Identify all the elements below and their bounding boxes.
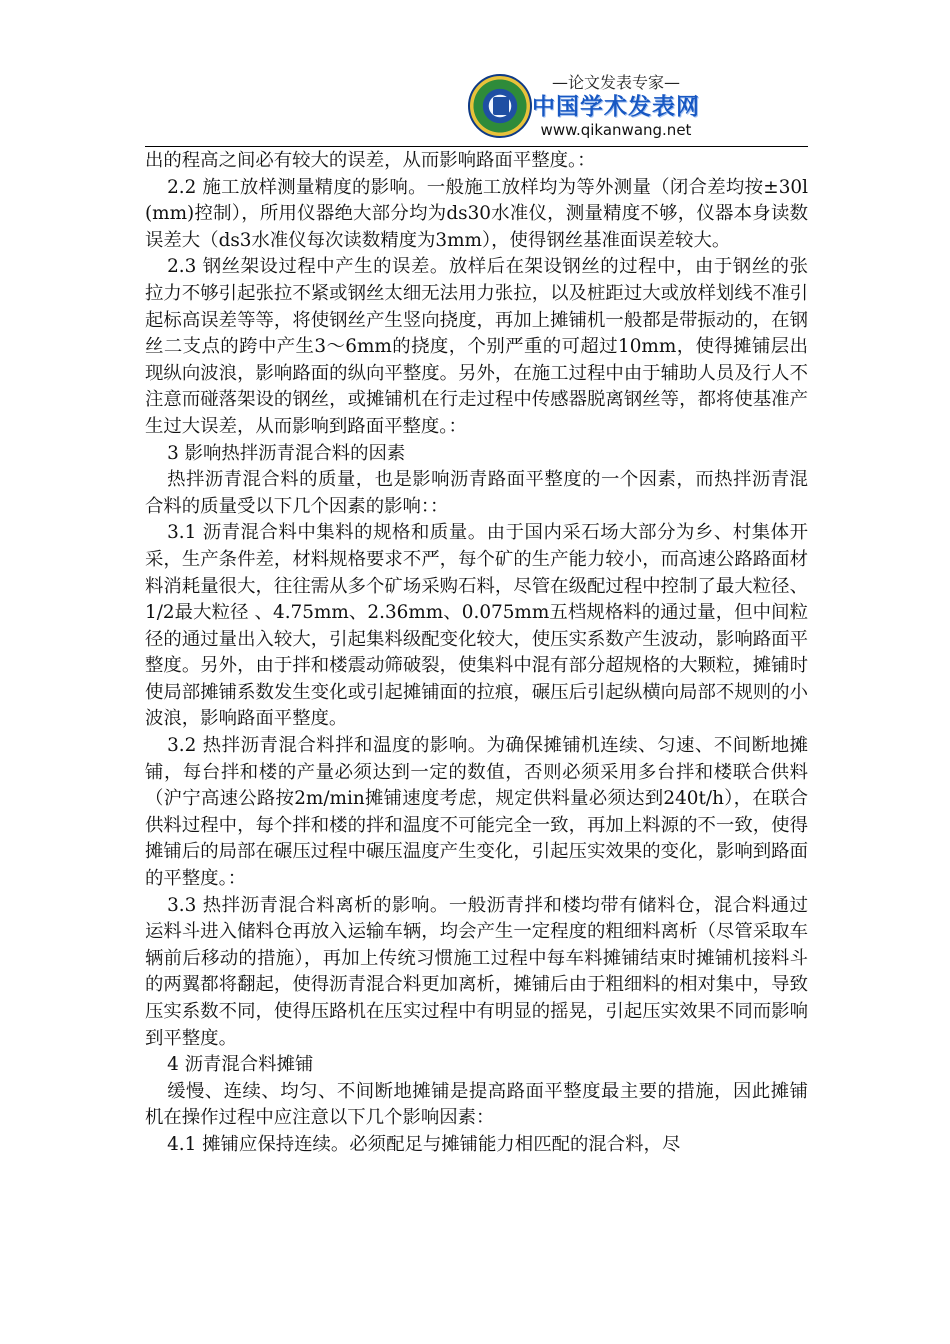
paragraph-3-1: 3.1 沥青混合料中集料的规格和质量。由于国内采石场大部分为乡、村集体开采，生产条件差，材料规格要求不严，每个矿的生产能力较小，而高速公路路面材料消耗量很大，往往需从多个矿场采购石料，尽管在级配过程中控制了最大粒径、1/2最大粒径 、4.75mm、2.36mm、0.075mm五档规格料的通过量，但中间粒径的通过量出入较大，引起集料级配变化较大，使压实系数产生波动，影响路面平整度。另外，由于拌和楼震动筛破裂，使集料中混有部分超规格的大颗粒，摊铺时使局部摊铺系数发生变化或引起摊铺面的拉痕，碾压后引起纵横向局部不规则的小波浪，影响路面平整度。 bbox=[145, 522, 808, 730]
paragraph-4-intro: 缓慢、连续、均匀、不间断地摊铺是提高路面平整度最主要的措施，因此摊铺机在操作过程中应注意以下几个影响因素： bbox=[145, 1080, 808, 1129]
paragraph-3-3: 3.3 热拌沥青混合料离析的影响。一般沥青拌和楼均带有储料仓，混合料通过运料斗进入储料仓再放入运输车辆，均会产生一定程度的粗细料离析（尽管采取车辆前后移动的措施），再加上传统习惯施工过程中每车料摊铺结束时摊铺机接料斗的两翼都将翻起，使得沥青混合料更加离析，摊铺后由于粗细料的相对集中，导致压实系数不同，使得压路机在压实过程中有明显的摇晃，引起压实效果不同而影响到平整度。 bbox=[145, 894, 808, 1049]
logo-url: www.qikanwang.net bbox=[540, 121, 692, 139]
logo-seal-icon bbox=[468, 74, 532, 138]
paragraph-3-intro: 热拌沥青混合料的质量，也是影响沥青路面平整度的一个因素，而热拌沥青混合料的质量受以下几个因素的影响：： bbox=[145, 469, 808, 517]
section-heading-4: 4 沥青混合料摊铺 bbox=[167, 1054, 314, 1076]
header-divider bbox=[145, 146, 808, 147]
paragraph-2-3: 2.3 钢丝架设过程中产生的误差。放样后在架设钢丝的过程中，由于钢丝的张拉力不够引起张拉不紧或钢丝太细无法用力张拉，以及桩距过大或放样划线不准引起标高误差等等，将使钢丝产生竖向挠度，再加上摊铺机一般都是带振动的，在钢丝二支点的跨中产生3～6mm的挠度，个别严重的可超过10mm，使得摊铺层出现纵向波浪，影响路面的纵向平整度。另外，在施工过程中由于辅助人员及行人不注意而碰落架设的钢丝，或摊铺机在行走过程中传感器脱离钢丝等，都将使基准产生过大误差，从而影响到路面平整度。： bbox=[145, 256, 808, 437]
logo-text-block bbox=[532, 73, 700, 139]
paragraph-continued: 出的程高之间必有较大的误差，从而影响路面平整度。： bbox=[145, 150, 596, 171]
paragraph-3-2: 3.2 热拌沥青混合料拌和温度的影响。为确保摊铺机连续、匀速、不间断地摊铺，每台拌和楼的产量必须达到一定的数值，否则必须采用多台拌和楼联合供料（沪宁高速公路按2m/min摊铺速度考虑，规定供料量必须达到240t/h），在联合供料过程中，每个拌和楼的拌和温度不可能完全一致，再加上料源的不一致，使得摊铺后的局部在碾压过程中碾压温度产生变化，引起压实效果的变化，影响到路面的平整度。： bbox=[145, 735, 808, 890]
document-body bbox=[145, 148, 808, 1159]
paragraph-2-2: 2.2 施工放样测量精度的影响。一般施工放样均为等外测量（闭合差均按±30l(mm)控制），所用仪器绝大部分均为ds30水准仪，测量精度不够，仪器本身读数误差大（ds3水准仪每次读数精度为3mm），使得钢丝基准面误差较大。 bbox=[145, 176, 808, 251]
section-heading-3: 3 影响热拌沥青混合料的因素 bbox=[167, 442, 406, 464]
logo-name: 中国学术发表网 bbox=[532, 94, 700, 120]
paragraph-4-1: 4.1 摊铺应保持连续。必须配足与摊铺能力相匹配的混合料，尽 bbox=[167, 1133, 681, 1155]
logo-tagline: —论文发表专家— bbox=[551, 73, 680, 92]
site-logo bbox=[468, 68, 698, 144]
